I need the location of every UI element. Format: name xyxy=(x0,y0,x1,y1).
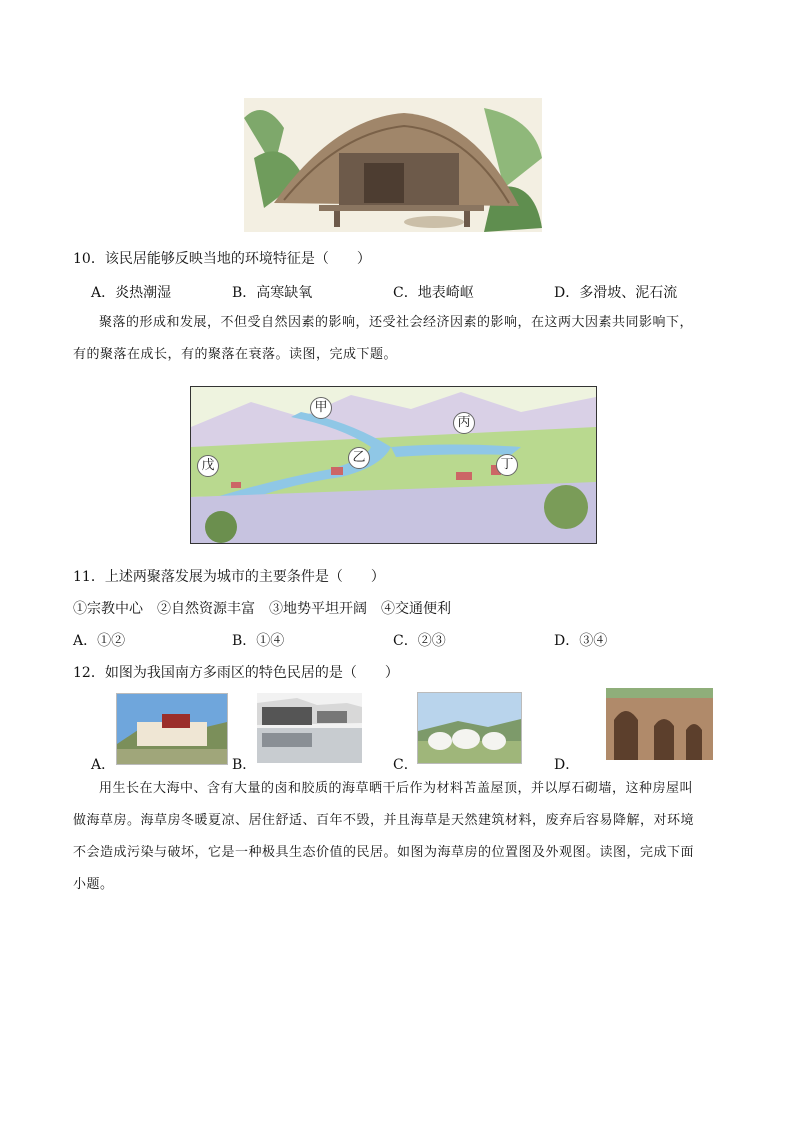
q10-option-b[interactable]: B．高寒缺氧 xyxy=(232,285,313,301)
q11-option-c[interactable]: C．②③ xyxy=(393,633,446,649)
q11-option-b[interactable]: B．①④ xyxy=(232,633,285,649)
question-10-stem: 10．该民居能够反映当地的环境特征是（ ） xyxy=(73,251,371,267)
q11-option-a[interactable]: A．①② xyxy=(73,633,126,649)
q12-option-d-letter[interactable]: D． xyxy=(554,757,580,773)
question-11-conditions: ①宗教中心 ②自然资源丰富 ③地势平坦开阔 ④交通便利 xyxy=(73,601,451,617)
stilt-hut-picture xyxy=(244,98,542,232)
question-12-stem: 12．如图为我国南方多雨区的特色民居的是（ ） xyxy=(73,665,399,681)
q12-option-a-letter[interactable]: A． xyxy=(91,757,116,773)
intro-paragraph-2-line-4: 小题。 xyxy=(73,877,114,892)
q12-option-c-picture[interactable] xyxy=(417,692,522,764)
q11-option-d[interactable]: D．③④ xyxy=(554,633,608,649)
intro-paragraph-2-line-2: 做海草房。海草房冬暖夏凉、居住舒适、百年不毁，并且海草是天然建筑材料，废弃后容易降解，对环境 xyxy=(73,813,695,828)
map-label-yi: 乙 xyxy=(348,447,370,469)
q12-option-c-letter[interactable]: C． xyxy=(393,757,418,773)
q10-option-c[interactable]: C．地表崎岖 xyxy=(393,285,474,301)
intro-paragraph-1-line-1: 聚落的形成和发展，不但受自然因素的影响，还受社会经济因素的影响，在这两大因素共同影响下， xyxy=(99,315,694,330)
map-label-bing: 丙 xyxy=(453,412,475,434)
map-label-jia: 甲 xyxy=(310,397,332,419)
map-label-ding: 丁 xyxy=(496,454,518,476)
q12-option-d-picture[interactable] xyxy=(606,688,713,760)
q10-option-a[interactable]: A．炎热潮湿 xyxy=(91,285,172,301)
intro-paragraph-2-line-3: 不会造成污染与破坏，它是一种极具生态价值的民居。如图为海草房的位置图及外观图。读图，完成下面 xyxy=(73,845,695,860)
settlement-map xyxy=(190,386,597,544)
q12-option-a-picture[interactable] xyxy=(116,693,228,765)
intro-paragraph-2-line-1: 用生长在大海中、含有大量的卤和胶质的海草晒干后作为材料苫盖屋顶，并以厚石砌墙，这种房屋叫 xyxy=(99,781,694,796)
map-label-wu: 戊 xyxy=(197,455,219,477)
q12-option-b-letter[interactable]: B． xyxy=(232,757,257,773)
intro-paragraph-1-line-2: 有的聚落在成长，有的聚落在衰落。读图，完成下题。 xyxy=(73,347,398,362)
q12-option-b-picture[interactable] xyxy=(257,693,362,763)
question-11-stem: 11．上述两聚落发展为城市的主要条件是（ ） xyxy=(73,569,385,585)
q10-option-d[interactable]: D．多滑坡、泥石流 xyxy=(554,285,678,301)
